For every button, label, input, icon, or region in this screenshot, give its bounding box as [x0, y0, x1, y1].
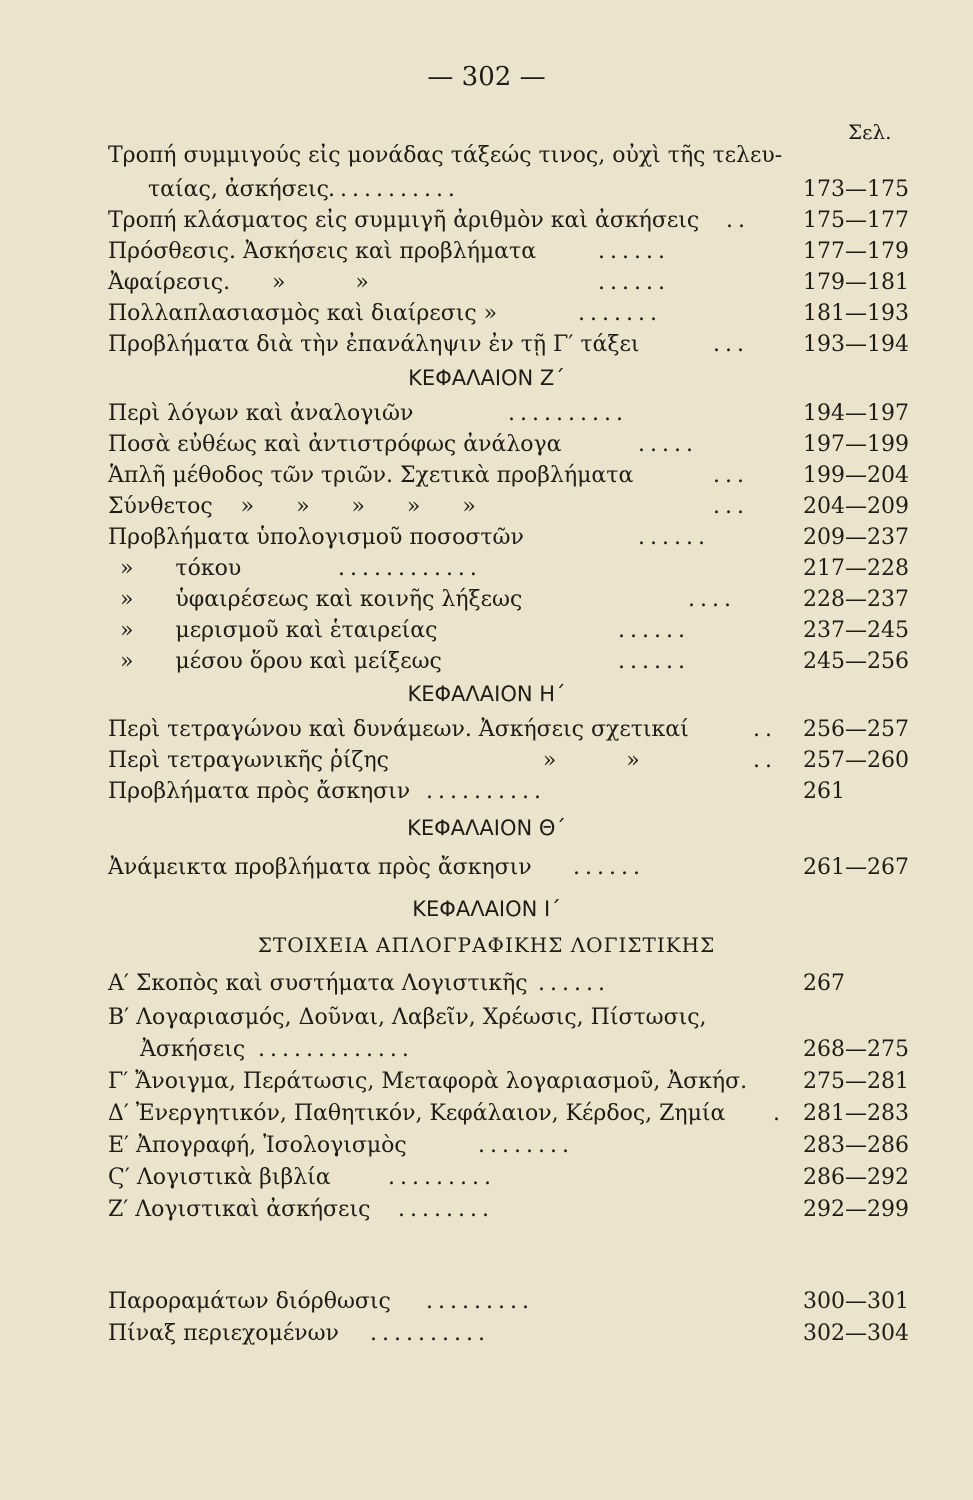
leader-dots: .. — [753, 717, 777, 742]
entry-title: » μερισμοῦ καὶ ἑταιρείας — [120, 618, 438, 643]
entry-title: Ἀσκήσεις — [140, 1037, 246, 1062]
entry-pages: 199—204 — [803, 463, 909, 488]
leader-dots: ........ — [398, 1197, 494, 1222]
entry-title: Α′ Σκοπὸς καὶ συστήματα Λογιστικῆς — [108, 971, 528, 996]
entry-title: Γ′ Ἄνοιγμα, Περάτωσις, Μεταφορὰ λογαριασμοῦ, Ἀσκήσ. — [108, 1069, 748, 1094]
entry-pages: 204—209 — [803, 494, 909, 519]
entry-pages: 173—175 — [803, 177, 909, 202]
entry-pages: 175—177 — [803, 208, 909, 233]
chapter-heading: ΚΕΦΑΛΑΙΟΝ Θ΄ — [407, 816, 566, 840]
toc-entry — [108, 1130, 918, 1162]
leader-dots: .......... — [426, 779, 546, 804]
entry-pages: 275—281 — [803, 1069, 909, 1094]
page-column-label: Σελ. — [848, 120, 892, 144]
entry-pages: 286—292 — [803, 1165, 909, 1190]
toc-entry — [108, 553, 918, 585]
toc-entry — [108, 968, 918, 1000]
entry-title: » μέσου ὅρου καὶ μείξεως — [120, 649, 442, 674]
entry-pages: 217—228 — [803, 556, 909, 581]
entry-pages: 283—286 — [803, 1133, 909, 1158]
entry-pages: 261 — [803, 779, 845, 804]
leader-dots: ...... — [638, 525, 710, 550]
entry-pages: 197—199 — [803, 432, 909, 457]
leader-dots: ...... — [538, 971, 610, 996]
leader-dots: ....... — [578, 301, 662, 326]
toc-entry — [108, 615, 918, 647]
leader-dots: . — [773, 1101, 785, 1126]
entry-title: Προβλήματα πρὸς ἄσκησιν — [108, 779, 411, 804]
toc-entry — [108, 460, 918, 492]
entry-title: Πολλαπλασιασμὸς καὶ διαίρεσις » — [108, 301, 498, 326]
leader-dots: ........ — [478, 1133, 574, 1158]
entry-pages: 267 — [803, 971, 845, 996]
entry-title: Πίναξ περιεχομένων — [108, 1321, 339, 1346]
entry-title: Τροπή συμμιγούς εἰς μονάδας τάξεώς τινος, οὐχὶ τῆς τελευ- — [108, 143, 783, 168]
entry-pages: 302—304 — [803, 1321, 909, 1346]
toc-entry — [108, 1002, 918, 1034]
leader-dots: ...... — [618, 649, 690, 674]
toc-entry — [108, 140, 918, 172]
entry-pages: 193—194 — [803, 332, 909, 357]
entry-title: ταίας, ἀσκήσεις — [148, 177, 329, 202]
entry-pages: 237—245 — [803, 618, 909, 643]
entry-title: Περὶ τετραγώνου καὶ δυνάμεων. Ἀσκήσεις σχετικαί — [108, 717, 689, 742]
entry-title: Β′ Λογαριασμός, Δοῦναι, Λαβεῖν, Χρέωσις, Πίστωσις, — [108, 1005, 707, 1030]
leader-dots: .... — [688, 587, 736, 612]
entry-title: Προβλήματα διὰ τὴν ἐπανάληψιν ἐν τῇ Γ′ τάξει — [108, 332, 640, 357]
entry-title: » τόκου — [120, 556, 242, 581]
entry-pages: 177—179 — [803, 239, 909, 264]
toc-entry — [108, 646, 918, 678]
toc-entry — [108, 398, 918, 430]
entry-title: Τροπή κλάσματος εἰς συμμιγῆ ἀριθμὸν καὶ ἀσκήσεις — [108, 208, 700, 233]
leader-dots: .. — [726, 208, 750, 233]
entry-title: Ποσὰ εὐθέως καὶ ἀντιστρόφως ἀνάλογα — [108, 432, 562, 457]
toc-entry — [108, 1034, 918, 1066]
toc-entry — [108, 522, 918, 554]
entry-pages: 256—257 — [803, 717, 909, 742]
entry-title: Ε′ Ἀπογραφή, Ἰσολογισμὸς — [108, 1133, 407, 1158]
entry-title: Σύνθετος » » » » » — [108, 494, 476, 519]
page-number: — 302 — — [427, 62, 546, 92]
toc-entry — [108, 429, 918, 461]
entry-pages: 245—256 — [803, 649, 909, 674]
toc-entry — [108, 174, 918, 206]
toc-entry — [108, 1194, 918, 1226]
entry-pages: 179—181 — [803, 270, 909, 295]
toc-entry — [108, 745, 918, 777]
toc-entry — [108, 491, 918, 523]
toc-entry — [108, 1286, 918, 1318]
entry-title: Ἀφαίρεσις. » » — [108, 270, 369, 295]
leader-dots: ......... — [426, 1289, 534, 1314]
entry-title: » ὑφαιρέσεως καὶ κοινῆς λήξεως — [120, 587, 523, 612]
entry-pages: 181—193 — [803, 301, 909, 326]
leader-dots: ...... — [573, 855, 645, 880]
entry-pages: 261—267 — [803, 855, 909, 880]
entry-title: Προβλήματα ὑπολογισμοῦ ποσοστῶν — [108, 525, 524, 550]
entry-title: Ϛ′ Λογιστικὰ βιβλία — [108, 1165, 331, 1190]
entry-title: Ἀνάμεικτα προβλήματα πρὸς ἄσκησιν — [108, 855, 532, 880]
toc-entry — [108, 267, 918, 299]
entry-title: Ἁπλῆ μέθοδος τῶν τριῶν. Σχετικὰ προβλήματα — [108, 463, 634, 488]
toc-entry — [108, 1162, 918, 1194]
toc-entry — [108, 329, 918, 361]
leader-dots: ...... — [598, 270, 670, 295]
toc-entry — [108, 852, 918, 884]
entry-pages: 194—197 — [803, 401, 909, 426]
entry-pages: 268—275 — [803, 1037, 909, 1062]
entry-title: Περὶ τετραγωνικῆς ῥίζης » » — [108, 748, 640, 773]
chapter-heading: ΚΕΦΑΛΑΙΟΝ Ι΄ — [412, 897, 561, 921]
toc-entry — [108, 1066, 918, 1098]
leader-dots: ............ — [338, 556, 482, 581]
entry-title: Δ′ Ἐνεργητικόν, Παθητικόν, Κεφάλαιον, Κέρδος, Ζημία — [108, 1101, 726, 1126]
leader-dots: ..... — [638, 432, 698, 457]
leader-dots: ... — [713, 463, 749, 488]
leader-dots: .......... — [508, 401, 628, 426]
leader-dots: ......... — [388, 1165, 496, 1190]
toc-entry — [108, 205, 918, 237]
toc-entry — [108, 1318, 918, 1350]
leader-dots: .......... — [370, 1321, 490, 1346]
leader-dots: ... — [713, 494, 749, 519]
toc-entry — [108, 1098, 918, 1130]
toc-entry — [108, 236, 918, 268]
entry-title: Πρόσθεσις. Ἀσκήσεις καὶ προβλήματα — [108, 239, 537, 264]
leader-dots: ........... — [328, 177, 460, 202]
toc-entry — [108, 776, 918, 808]
entry-title: Ζ′ Λογιστικαὶ ἀσκήσεις — [108, 1197, 371, 1222]
entry-pages: 292—299 — [803, 1197, 909, 1222]
chapter-heading: ΚΕΦΑΛΑΙΟΝ Η΄ — [407, 682, 566, 706]
entry-pages: 300—301 — [803, 1289, 909, 1314]
chapter-heading: ΚΕΦΑΛΑΙΟΝ Ζ΄ — [408, 366, 565, 390]
entry-title: Παροραμάτων διόρθωσις — [108, 1289, 391, 1314]
entry-pages: 228—237 — [803, 587, 909, 612]
entry-pages: 257—260 — [803, 748, 909, 773]
leader-dots: ...... — [618, 618, 690, 643]
toc-entry — [108, 298, 918, 330]
leader-dots: .. — [753, 748, 777, 773]
chapter-subheading: ΣΤΟΙΧΕΙΑ ΑΠΛΟΓΡΑΦΙΚΗΣ ΛΟΓΙΣΤΙΚΗΣ — [257, 933, 716, 957]
toc-entry — [108, 714, 918, 746]
entry-pages: 281—283 — [803, 1101, 909, 1126]
leader-dots: ...... — [598, 239, 670, 264]
toc-entry — [108, 584, 918, 616]
entry-pages: 209—237 — [803, 525, 909, 550]
leader-dots: ... — [713, 332, 749, 357]
leader-dots: ............. — [258, 1037, 414, 1062]
entry-title: Περὶ λόγων καὶ ἀναλογιῶν — [108, 401, 414, 426]
